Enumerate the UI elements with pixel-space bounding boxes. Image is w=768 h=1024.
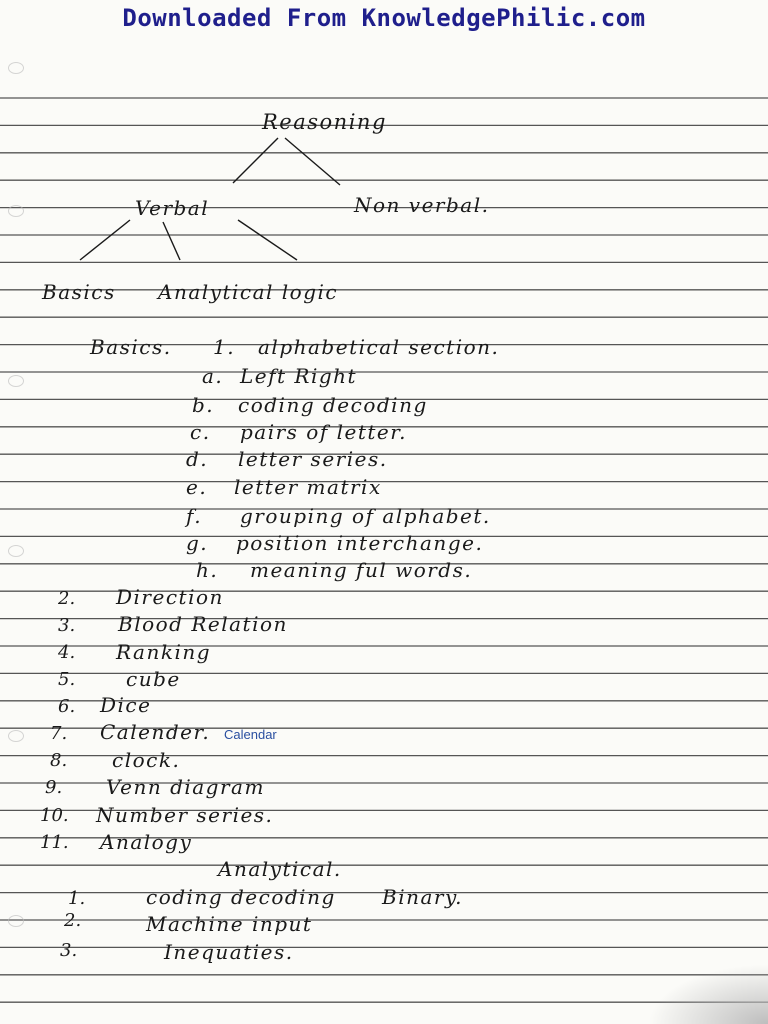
analytical-number: 1. <box>68 888 86 909</box>
topic-text: Dice <box>100 693 152 717</box>
tree-analytical-logic: Analytical logic <box>158 280 339 304</box>
sub-text: letter matrix <box>234 475 382 499</box>
analytical-extra: Binary. <box>382 885 463 909</box>
sub-letter: b. <box>192 393 215 417</box>
topic-number: 5. <box>58 669 76 690</box>
topic-text: Number series. <box>96 803 274 827</box>
sub-letter: c. <box>190 420 211 444</box>
branch-verbal-analytical <box>163 222 180 260</box>
topic-text: Venn diagram <box>106 775 265 799</box>
branch-reasoning-verbal <box>233 138 278 183</box>
sub-letter: e. <box>186 475 208 499</box>
topic-text: Calender. <box>100 720 211 744</box>
topic-number: 11. <box>40 832 69 853</box>
topic-number: 3. <box>58 615 76 636</box>
analytical-number: 2. <box>64 910 82 931</box>
punch-hole <box>8 545 24 557</box>
analytical-heading: Analytical. <box>218 857 342 881</box>
topic-number: 8. <box>50 750 68 771</box>
topic-text: Direction <box>116 585 224 609</box>
page-smudge <box>648 964 768 1024</box>
branch-verbal-logic <box>238 220 297 260</box>
sub-letter: a. <box>202 364 224 388</box>
sub-text: pairs of letter. <box>240 420 407 444</box>
topic-text: cube <box>126 667 181 691</box>
topic-text: clock. <box>112 748 181 772</box>
tree-basics: Basics <box>42 280 116 304</box>
punch-hole <box>8 730 24 742</box>
basics-item-1-text: alphabetical section. <box>258 335 500 359</box>
punch-hole <box>8 375 24 387</box>
tree-branches <box>80 138 340 260</box>
sub-letter: h. <box>196 558 219 582</box>
topic-number: 2. <box>58 588 76 609</box>
sub-letter: f. <box>186 504 203 528</box>
sub-text: coding decoding <box>238 393 428 417</box>
sub-text: position interchange. <box>236 531 484 555</box>
topic-number: 4. <box>58 642 76 663</box>
analytical-text: coding decoding <box>146 885 336 909</box>
branch-verbal-basics <box>80 220 130 260</box>
punch-hole <box>8 205 24 217</box>
topic-number: 6. <box>58 696 76 717</box>
analytical-number: 3. <box>60 940 78 961</box>
sub-text: grouping of alphabet. <box>240 504 491 528</box>
calendar-correction-note: Calendar <box>224 727 277 742</box>
basics-item-1-number: 1. <box>213 335 236 359</box>
tree-root-reasoning: Reasoning <box>262 110 387 134</box>
analytical-text: Machine input <box>146 912 313 936</box>
sub-text: meaning ful words. <box>250 558 473 582</box>
sub-letter: g. <box>186 531 209 555</box>
sub-letter: d. <box>186 447 209 471</box>
sub-text: letter series. <box>238 447 388 471</box>
topic-number: 10. <box>40 805 69 826</box>
topic-number: 9. <box>45 777 63 798</box>
download-banner: Downloaded From KnowledgePhilic.com <box>122 4 646 32</box>
topic-text: Analogy <box>100 830 193 854</box>
topic-text: Blood Relation <box>118 612 288 636</box>
tree-verbal: Verbal <box>135 196 210 220</box>
topic-number: 7. <box>50 723 68 744</box>
tree-nonverbal: Non verbal. <box>354 193 490 217</box>
sub-text: Left Right <box>240 364 358 388</box>
basics-heading: Basics. <box>90 335 172 359</box>
punch-hole <box>8 62 24 74</box>
topic-text: Ranking <box>116 640 212 664</box>
analytical-text: Inequaties. <box>164 940 294 964</box>
punch-hole <box>8 915 24 927</box>
branch-reasoning-nonverbal <box>285 138 340 185</box>
